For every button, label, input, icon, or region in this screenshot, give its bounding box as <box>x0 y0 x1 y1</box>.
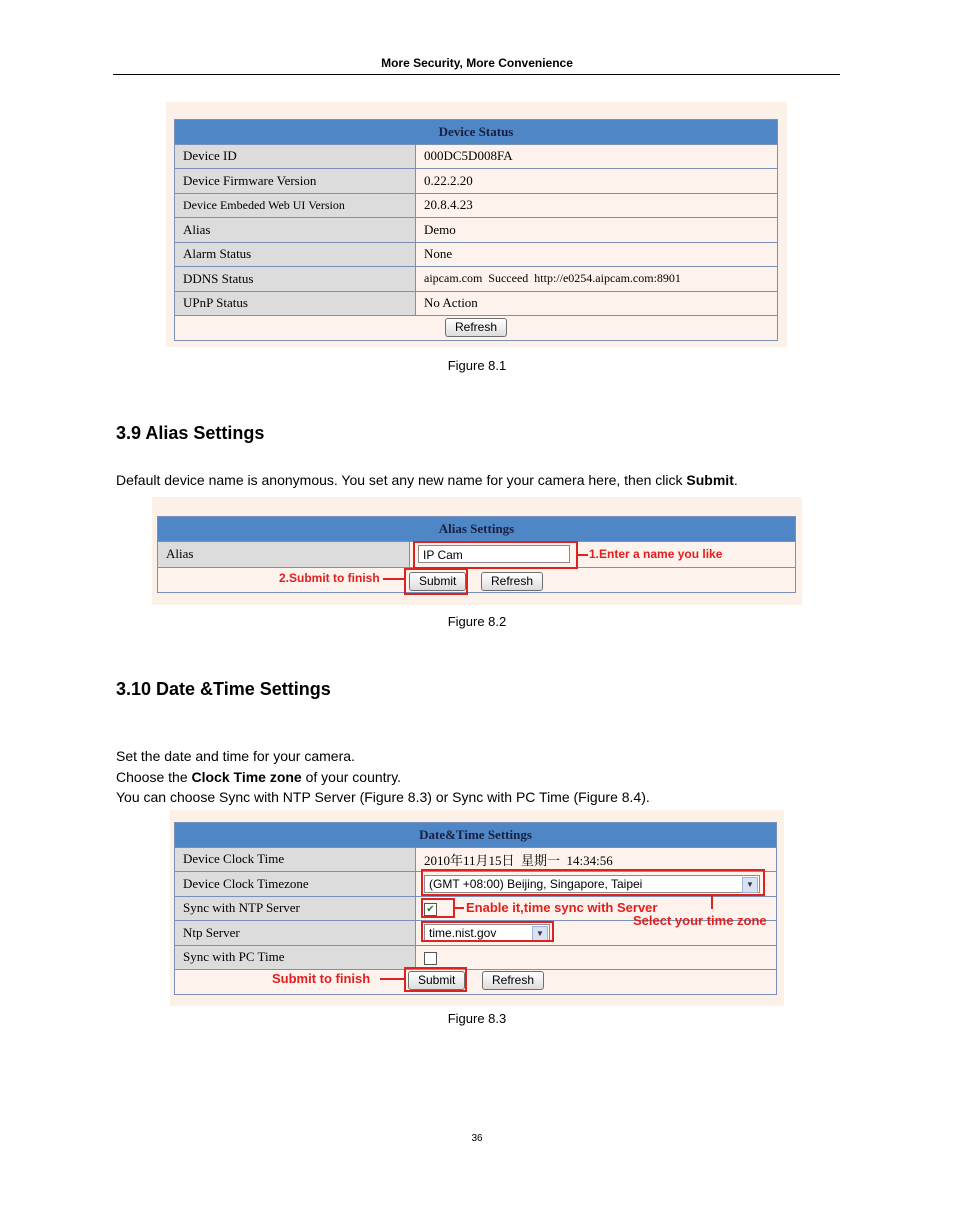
section-heading-alias: 3.9 Alias Settings <box>116 423 265 443</box>
button-row <box>158 567 796 592</box>
datetime-line-3: You can choose Sync with NTP Server (Figure 8.3) or Sync with PC Time (Figure 8.4). <box>116 789 650 805</box>
upnp-status-value: No Action <box>416 291 778 316</box>
annotation-box-ntp-server <box>421 921 554 942</box>
figure-8-1-caption: Figure 8.1 <box>447 358 507 373</box>
alias-field-label: Alias <box>158 541 410 567</box>
firmware-version-label: Device Firmware Version <box>175 169 416 194</box>
ntp-sync-checkbox[interactable]: ✔ <box>424 903 437 916</box>
annotation-line <box>711 896 713 909</box>
device-id-value: 000DC5D008FA <box>416 144 778 169</box>
firmware-version-value: 0.22.2.20 <box>416 169 778 194</box>
alias-paragraph-bold: Submit <box>686 472 734 488</box>
submit-button[interactable]: Submit <box>409 572 466 591</box>
annotation-line <box>380 978 404 980</box>
table-row <box>175 242 778 267</box>
alias-paragraph-text: Default device name is anonymous. You set any new name for your camera here, then click <box>116 472 687 488</box>
table-row <box>175 945 777 970</box>
device-status-title: Device Status <box>175 120 778 145</box>
table-row <box>175 267 778 292</box>
submit-button[interactable]: Submit <box>408 971 465 990</box>
table-row <box>175 291 778 316</box>
web-ui-version-value: 20.8.4.23 <box>416 193 778 218</box>
datetime-line-2-bold: Clock Time zone <box>191 768 302 785</box>
table-row <box>175 218 778 243</box>
datetime-line-2 <box>116 767 401 788</box>
device-status-table <box>174 119 778 341</box>
alias-label: Alias <box>175 218 416 243</box>
button-row <box>175 970 777 995</box>
annotation-submit: 2.Submit to finish <box>279 571 380 585</box>
annotation-enter-name: 1.Enter a name you like <box>589 547 723 561</box>
alias-input[interactable]: IP Cam <box>418 545 570 563</box>
table-row <box>175 144 778 169</box>
annotation-submit: Submit to finish <box>272 971 371 986</box>
figure-8-2-caption: Figure 8.2 <box>447 614 507 629</box>
ddns-status-label: DDNS Status <box>175 267 416 292</box>
annotation-line <box>455 907 464 909</box>
alarm-status-label: Alarm Status <box>175 242 416 267</box>
annotation-box-ntp-checkbox <box>421 898 455 918</box>
section-heading-datetime: 3.10 Date &Time Settings <box>116 679 331 699</box>
page-header-title: More Security, More Convenience <box>381 56 573 70</box>
figure-8-3-caption: Figure 8.3 <box>447 1011 507 1026</box>
chevron-down-icon: ▼ <box>742 877 758 893</box>
upnp-status-label: UPnP Status <box>175 291 416 316</box>
page-number: 36 <box>471 1133 483 1144</box>
annotation-box-alias <box>413 541 578 569</box>
datetime-line-1: Set the date and time for your camera. <box>116 748 355 764</box>
table-row <box>175 193 778 218</box>
refresh-button[interactable]: Refresh <box>482 971 544 990</box>
annotation-box-submit <box>404 568 468 595</box>
refresh-button[interactable]: Refresh <box>481 572 543 591</box>
alias-paragraph-end: . <box>733 472 738 488</box>
ntp-sync-label: Sync with NTP Server <box>175 896 416 921</box>
ntp-server-label: Ntp Server <box>175 921 416 946</box>
refresh-button[interactable]: Refresh <box>445 318 507 337</box>
clock-time-value: 2010年11月15日 星期一 14:34:56 <box>416 847 777 872</box>
clock-time-label: Device Clock Time <box>175 847 416 872</box>
annotation-line <box>383 578 404 580</box>
datetime-settings-title: Date&Time Settings <box>175 823 777 848</box>
timezone-select-value: (GMT +08:00) Beijing, Singapore, Taipei <box>429 876 643 891</box>
table-row <box>175 169 778 194</box>
button-row <box>175 316 778 341</box>
alarm-status-value: None <box>416 242 778 267</box>
annotation-line <box>578 554 588 556</box>
header-rule <box>113 74 840 75</box>
annotation-box-submit <box>404 967 467 992</box>
ddns-status-value: aipcam.com Succeed http://e0254.aipcam.com:8901 <box>416 267 778 292</box>
alias-value: Demo <box>416 218 778 243</box>
table-row <box>175 847 777 872</box>
annotation-box-timezone <box>421 869 765 896</box>
annotation-enable-ntp: Enable it,time sync with Server <box>466 900 658 915</box>
ntp-server-select-value: time.nist.gov <box>429 925 497 940</box>
pc-sync-cell <box>416 945 777 970</box>
pc-sync-label: Sync with PC Time <box>175 945 416 970</box>
annotation-select-timezone: Select your time zone <box>633 913 767 928</box>
alias-settings-title: Alias Settings <box>158 517 796 542</box>
chevron-down-icon: ▼ <box>532 926 548 942</box>
alias-paragraph <box>116 470 738 491</box>
web-ui-version-label: Device Embeded Web UI Version <box>175 193 416 218</box>
datetime-line-2-end: of your country. <box>301 768 402 785</box>
datetime-line-2-text: Choose the <box>116 768 192 785</box>
timezone-label: Device Clock Timezone <box>175 872 416 897</box>
device-id-label: Device ID <box>175 144 416 169</box>
pc-sync-checkbox[interactable] <box>424 952 437 965</box>
